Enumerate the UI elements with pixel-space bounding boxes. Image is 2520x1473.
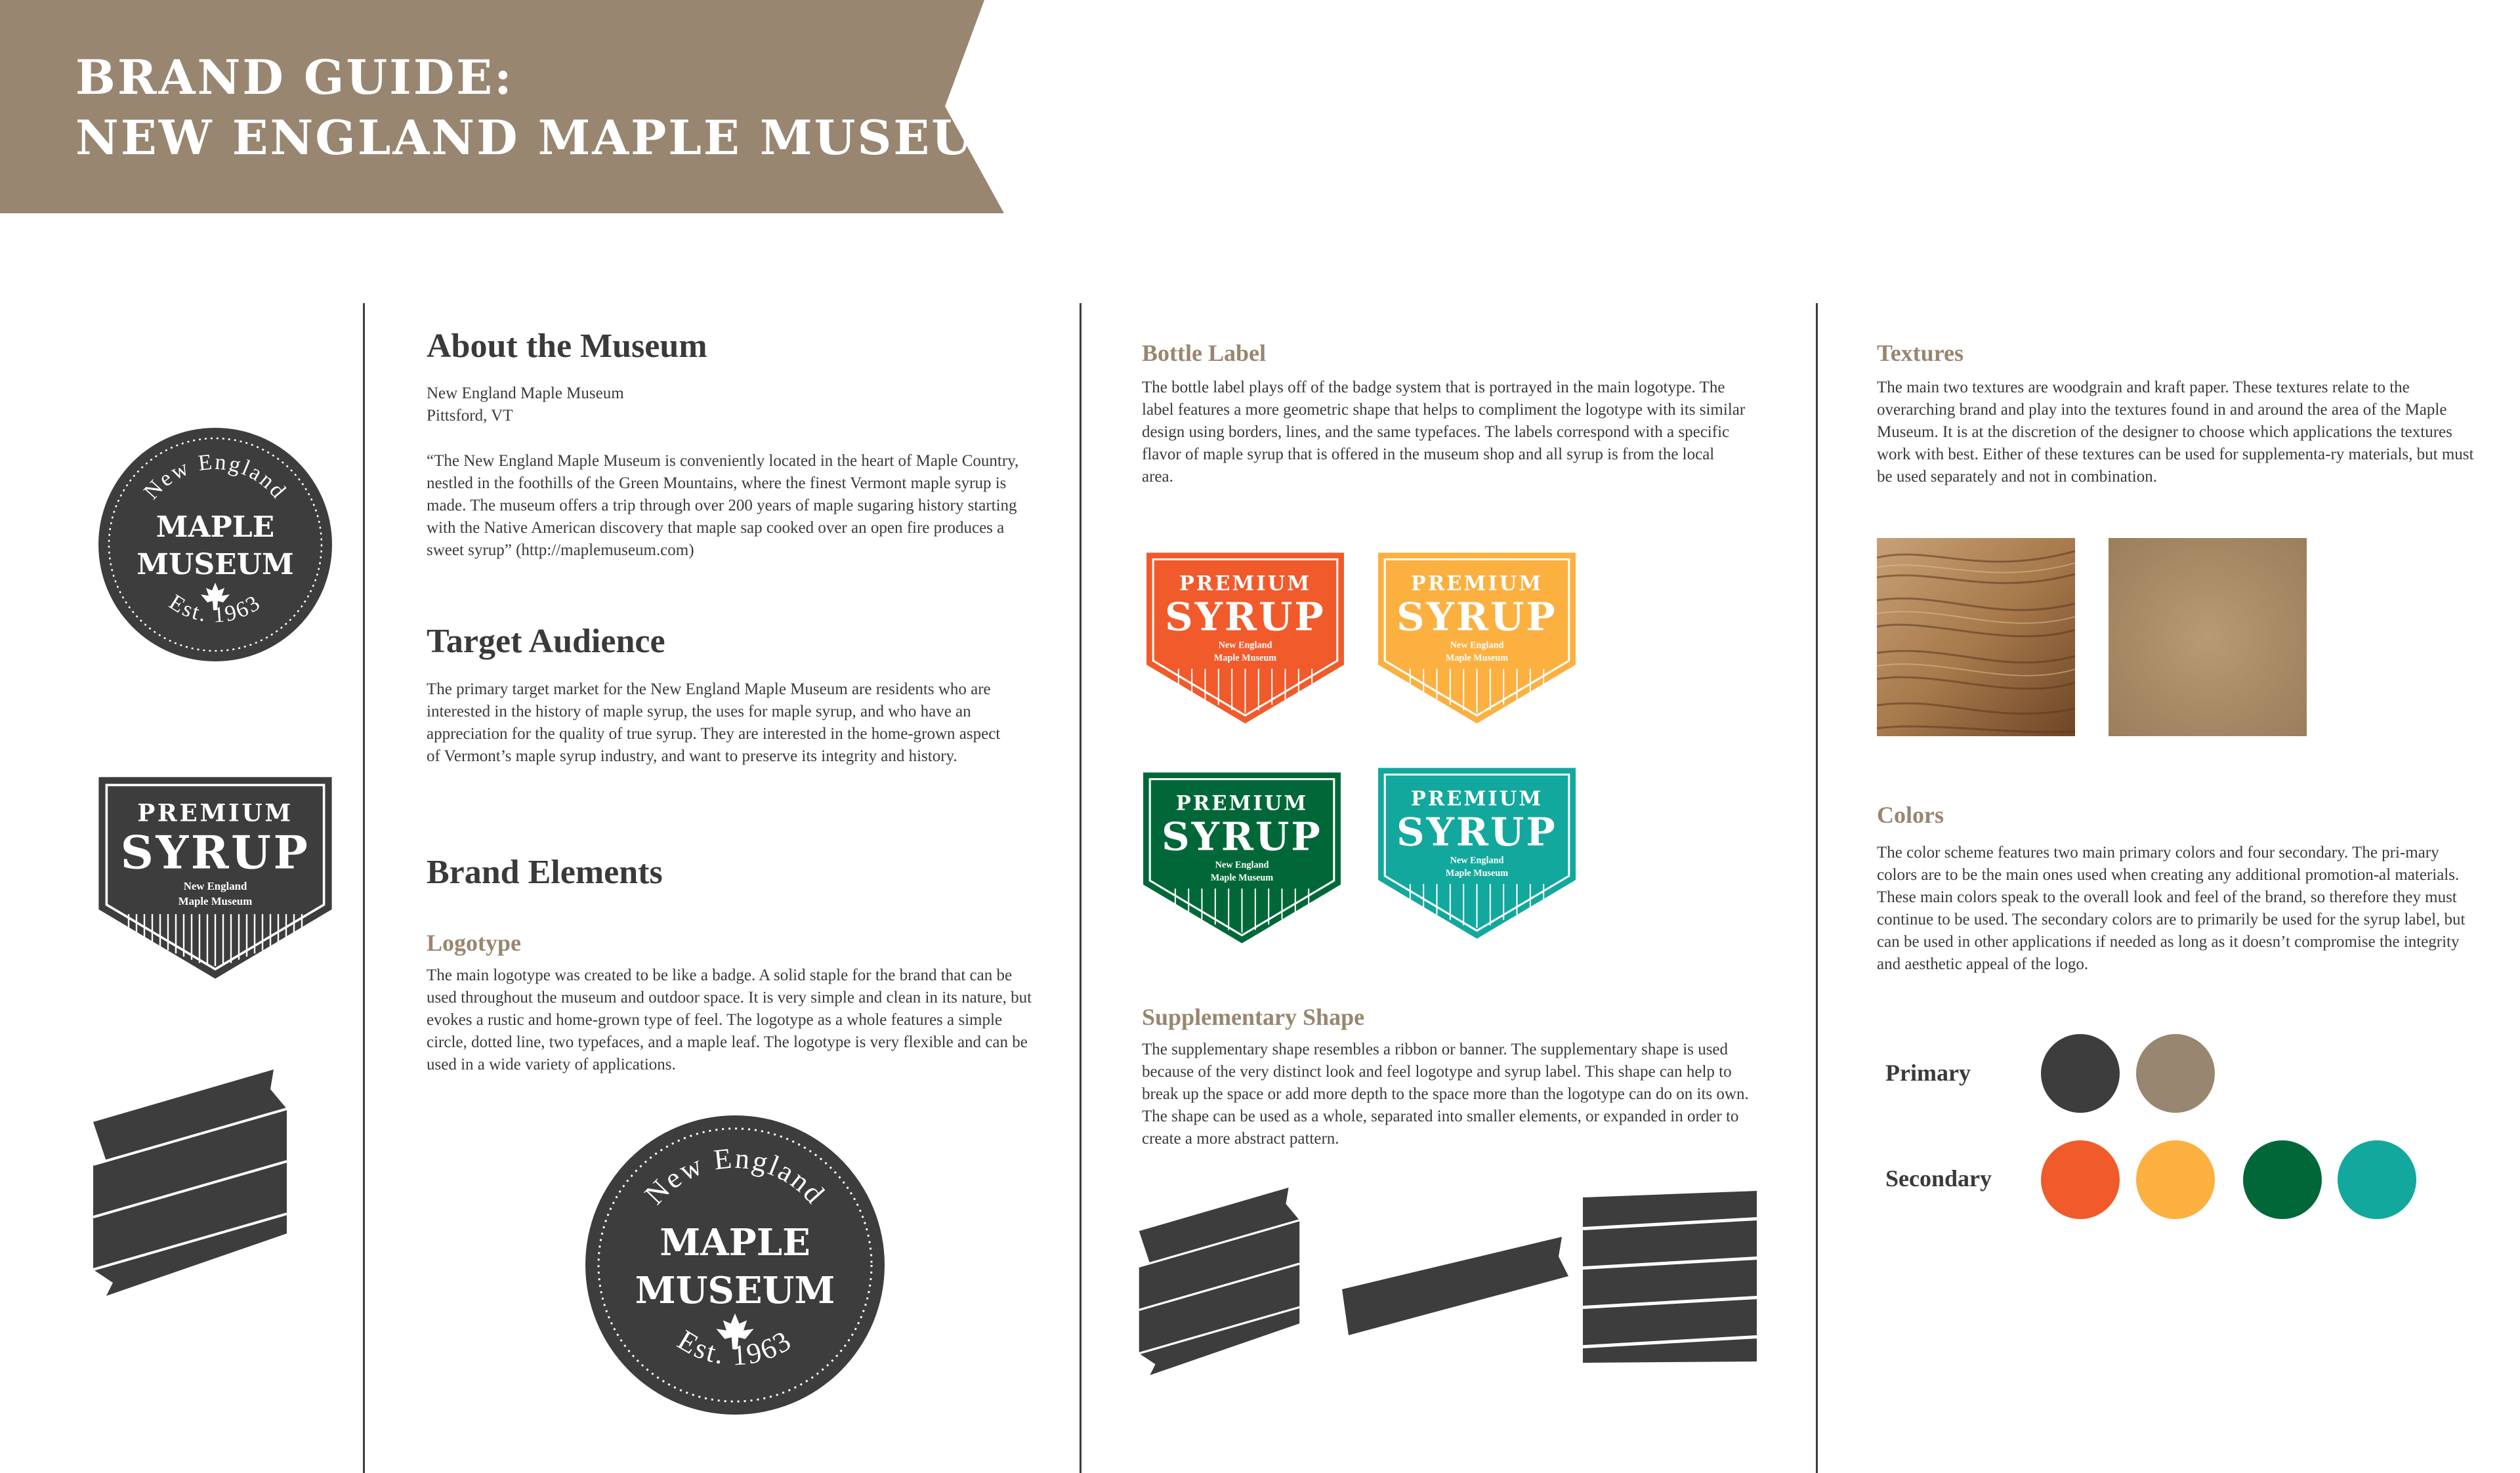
column-divider-2 (1080, 303, 1082, 1473)
label-top-text: PREMIUM (1175, 791, 1309, 816)
logotype-body: The main logotype was created to be like a badge. A solid staple for the brand that can be used throughout the museum and outdoor space. It is very simple and clean in its nature, but evokes a rustic and home-grown type of feel. The logotype as a whole features a simple circle, dotted line, two typefaces, and a maple leaf. The logotype is very flexible and can be used in a wide variety of applications. (427, 966, 1032, 1073)
badge-top-text: New England (139, 449, 292, 505)
swatch-primary-tan (2136, 1034, 2215, 1113)
label-word: SYRUP (120, 826, 310, 880)
woodgrain-texture (1877, 538, 2075, 736)
badge-word-2: MUSEUM (136, 548, 294, 581)
column-divider-3 (1816, 303, 1818, 1473)
target-heading: Target Audience (427, 623, 665, 660)
badge-word-1: MAPLE (156, 510, 275, 544)
label-top-text: PREMIUM (137, 799, 293, 827)
label-line-1: New England (1215, 860, 1269, 871)
about-quote: “The New England Maple Museum is conveniently located in the heart of Maple Country, nestled in the foothills of the Green Mountains, where the finest Vermont maple syrup is made. The museum offers a trip through over 200 years of maple sugaring history starting with the Native American discovery that maple sap cooked over an open fire produces a sweet syrup” (http://maplemuseum.com) (427, 452, 1019, 559)
syrup-label-teal (1377, 766, 1577, 940)
syrup-label-yellow (1377, 551, 1577, 725)
supplementary-heading: Supplementary Shape (1142, 1004, 1365, 1030)
kraft-paper-texture (2109, 538, 2307, 736)
label-word: SYRUP (1162, 814, 1322, 860)
ribbon-shape-stacked (1139, 1188, 1303, 1378)
primary-colors-label: Primary (1885, 1060, 1971, 1086)
colors-body: The color scheme features two main primary colors and four secondary. The pri-mary colors are to be the main ones used when creating any additional promotion-al materials. These main colors speak to the overall look and feel of the brand, so therefore they must continue to be used. The secondary colors are to primarily be used for the syrup label, but can be used in other applications if needed as long as it doesn’t compromise the integrity and aesthetic appeal of the logo. (1877, 844, 2466, 973)
swatch-secondary-orange (2041, 1140, 2120, 1219)
ribbon-shape-expanded (1583, 1191, 1760, 1365)
about-heading: About the Museum (427, 327, 707, 365)
swatch-primary-dark (2041, 1034, 2120, 1113)
label-top-text: PREMIUM (1410, 787, 1544, 811)
label-line-2: Maple Museum (1210, 873, 1274, 884)
badge-logo-small (97, 426, 333, 663)
ribbon-shape-left (93, 1069, 290, 1299)
logotype-heading: Logotype (427, 930, 521, 956)
about-name: New England Maple Museum (427, 384, 624, 402)
supplementary-body: The supplementary shape resembles a ribbon or banner. The supplementary shape is used because of the very distinct look and feel logotype and syrup label. This shape can help to break up the space or add more depth to the space more than the logotype can do on its own. The shape can be used as a whole, separated into smaller elements, or expanded in order to create a more abstract pattern. (1142, 1041, 1749, 1148)
page-title (75, 47, 1029, 168)
swatch-secondary-teal (2338, 1140, 2416, 1219)
label-line-2: Maple Museum (178, 894, 253, 907)
swatch-secondary-yellow (2136, 1140, 2215, 1219)
colors-heading: Colors (1877, 802, 1944, 828)
title-line-1: BRAND GUIDE: (75, 49, 514, 105)
label-word: SYRUP (1396, 594, 1557, 640)
syrup-label-green (1142, 771, 1342, 945)
label-word: SYRUP (1396, 809, 1557, 855)
label-line-1: New England (183, 880, 247, 892)
column-divider-1 (363, 303, 365, 1473)
label-line-1: New England (1450, 640, 1504, 651)
secondary-colors-label: Secondary (1885, 1165, 1992, 1192)
bottle-label-body: The bottle label plays off of the badge system that is portrayed in the main logotype. The label features a more geometric shape that helps to compliment the logotype with its similar design using borders, lines, and the same typefaces. The labels correspond with a specific flavor of maple syrup that is offered in the museum shop and all syrup is from the local area. (1142, 379, 1746, 486)
label-line-2: Maple Museum (1213, 653, 1277, 664)
label-top-text: PREMIUM (1410, 571, 1544, 596)
label-line-2: Maple Museum (1445, 868, 1509, 879)
syrup-label-orange (1145, 551, 1345, 725)
label-line-1: New England (1450, 855, 1504, 866)
label-line-2: Maple Museum (1445, 653, 1509, 664)
textures-body: The main two textures are woodgrain and kraft paper. These textures relate to the overarching brand and play into the textures found in and around the area of the Maple Museum. It is at the discretion of the designer to choose which applications the textures work with best. Either of these textures can be used for supplementa-ry materials, but must be used separately and not in combination. (1877, 379, 2474, 486)
label-top-text: PREMIUM (1179, 571, 1312, 596)
badge-logo-large (584, 1114, 886, 1416)
large-badge-top-text: New England (638, 1142, 832, 1211)
large-badge-word-1: MAPLE (660, 1221, 810, 1264)
large-badge-bottom-text: Est. 1963 (672, 1323, 798, 1372)
about-location: Pittsford, VT (427, 407, 513, 425)
badge-bottom-text: Est. 1963 (165, 590, 266, 628)
bottle-label-heading: Bottle Label (1142, 340, 1266, 366)
label-word: SYRUP (1165, 594, 1326, 640)
ribbon-shape-single (1342, 1237, 1572, 1342)
label-line-1: New England (1218, 640, 1272, 651)
target-body: The primary target market for the New England Maple Museum are residents who are interested in the history of maple syrup, the uses for maple syrup, and who have an appreciation for the quality of true syrup. They are interested in the home-grown aspect of Vermont’s maple syrup industry, and want to preserve its integrity and history. (427, 680, 1001, 765)
swatch-secondary-green (2243, 1140, 2322, 1219)
large-badge-word-2: MUSEUM (635, 1269, 835, 1312)
syrup-label-dark (97, 773, 333, 983)
textures-heading: Textures (1877, 340, 1964, 366)
title-line-2: NEW ENGLAND MAPLE MUSEUM (75, 110, 1029, 165)
brand-elements-heading: Brand Elements (427, 854, 663, 891)
